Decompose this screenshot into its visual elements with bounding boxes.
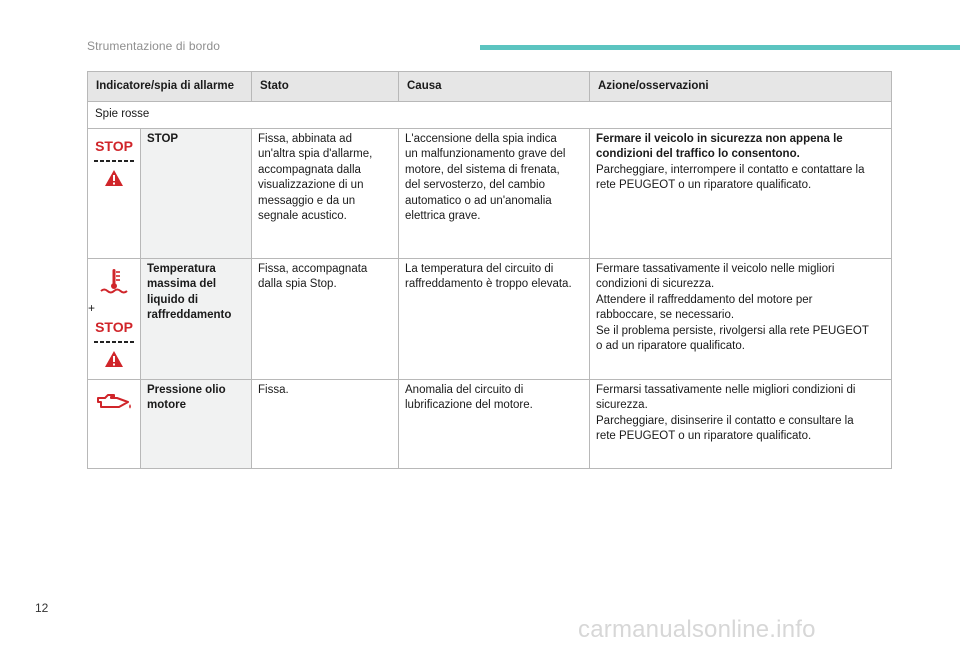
running-head: Strumentazione di bordo [87, 39, 221, 53]
stop-icon-text: STOP [95, 318, 133, 335]
action-cell [590, 128, 892, 258]
action-line: rete PEUGEOT o un riparatore qualificato. [596, 430, 812, 442]
action-cell [590, 258, 892, 379]
indicator-name-cell [141, 379, 252, 468]
cause-line: La temperatura del circuito di [405, 262, 554, 275]
action-line-bold: Fermare il veicolo in sicurezza non appena le [596, 132, 843, 145]
cause-line: elettrica grave. [405, 210, 481, 222]
indicator-name-line: STOP [147, 132, 179, 145]
cause-cell [399, 379, 590, 468]
cause-line: automatico o ad un'anomalia [405, 194, 552, 207]
state-cell [252, 379, 399, 468]
warning-lights-table [87, 71, 892, 469]
state-line: Fissa, accompagnata [258, 262, 368, 275]
table-row [88, 258, 892, 379]
action-line: o ad un riparatore qualificato. [596, 340, 745, 352]
header-accent-rule [480, 45, 960, 50]
stop-icon-text: STOP [95, 137, 133, 154]
state-cell [252, 128, 399, 258]
coolant-temperature-icon [98, 267, 130, 297]
action-line: condizioni di sicurezza. [596, 278, 715, 290]
state-line: messaggio e da un [258, 194, 356, 207]
table-header-row [88, 72, 892, 102]
indicator-name-cell [141, 128, 252, 258]
action-line: rabboccare, se necessario. [596, 309, 735, 321]
action-line: Parcheggiare, disinserire il contatto e consultare la [596, 414, 854, 427]
action-line: Fermare tassativamente il veicolo nelle migliori [596, 262, 835, 275]
cause-line: lubrificazione del motore. [405, 399, 533, 411]
state-line: un'altra spia d'allarme, [258, 148, 373, 160]
action-line: rete PEUGEOT o un riparatore qualificato. [596, 179, 812, 191]
cause-line: Anomalia del circuito di [405, 383, 524, 396]
plus-sign: + [88, 300, 96, 315]
warning-triangle-icon [104, 350, 124, 368]
state-line: Fissa. [258, 383, 289, 396]
column-header-action: Azione/osservazioni [590, 72, 892, 102]
indicator-name-line: motore [147, 399, 186, 411]
cause-cell [399, 128, 590, 258]
cause-line: raffreddamento è troppo elevata. [405, 278, 572, 290]
warning-triangle-icon [104, 169, 124, 187]
cause-line: un malfunzionamento grave del [405, 148, 566, 160]
state-line: visualizzazione di un [258, 179, 364, 191]
action-line: Se il problema persiste, rivolgersi alla rete PEUGEOT [596, 324, 869, 337]
action-line: Attendere il raffreddamento del motore per [596, 293, 813, 306]
indicator-name-line: Temperatura [147, 262, 216, 275]
table-row [88, 128, 892, 258]
page-number: 12 [35, 601, 49, 615]
cause-line: motore, del sistema di frenata, [405, 163, 560, 176]
state-line: accompagnata dalla [258, 163, 361, 176]
table-row [88, 379, 892, 468]
indicator-icons-cell [88, 128, 141, 258]
state-cell [252, 258, 399, 379]
action-line: Parcheggiare, interrompere il contatto e contattare la [596, 163, 865, 176]
section-label: Spie rosse [88, 102, 892, 129]
indicator-name-line: raffreddamento [147, 309, 232, 321]
stop-warning-icon [92, 318, 136, 348]
state-line: segnale acustico. [258, 210, 347, 222]
action-line: Fermarsi tassativamente nelle migliori condizioni di [596, 383, 856, 396]
indicator-name-line: liquido di [147, 293, 199, 306]
cause-line: del servosterzo, del cambio [405, 179, 545, 191]
state-line: Fissa, abbinata ad [258, 132, 352, 145]
action-line-bold: condizioni del traffico lo consentono. [596, 148, 800, 160]
stop-warning-icon [92, 137, 136, 167]
indicator-name-line: Pressione olio [147, 383, 226, 396]
action-line: sicurezza. [596, 399, 648, 411]
cause-cell [399, 258, 590, 379]
indicator-name-cell [141, 258, 252, 379]
column-header-state: Stato [252, 72, 399, 102]
section-row [88, 102, 892, 129]
indicator-icons-cell [88, 258, 141, 379]
watermark: carmanualsonline.info [578, 616, 816, 643]
indicator-name-line: massima del [147, 278, 217, 290]
action-cell [590, 379, 892, 468]
column-header-indicator: Indicatore/spia di allarme [88, 72, 252, 102]
cause-line: L'accensione della spia indica [405, 132, 557, 145]
oil-pressure-icon [95, 390, 133, 412]
indicator-icons-cell [88, 379, 141, 468]
column-header-cause: Causa [399, 72, 590, 102]
state-line: dalla spia Stop. [258, 278, 337, 290]
